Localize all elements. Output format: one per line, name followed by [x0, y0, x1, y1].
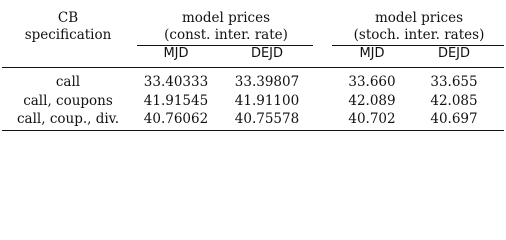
cell-const-mjd: 33.40333 — [143, 74, 209, 90]
subheader-const-mjd: MJD — [163, 46, 189, 61]
cell-stoch-mjd: 33.660 — [348, 74, 396, 90]
cell-const-dejd: 33.39807 — [234, 74, 300, 90]
cell-stoch-dejd: 42.085 — [430, 93, 478, 109]
cell-stoch-dejd: 33.655 — [430, 74, 478, 90]
header-spec-line1: CB — [57, 10, 79, 26]
row-spec: call — [55, 74, 81, 90]
header-stoch-title-line2: (stoch. inter. rates) — [353, 27, 485, 43]
cell-const-mjd: 41.91545 — [143, 93, 209, 109]
subheader-const-dejd: DEJD — [250, 46, 284, 61]
mid-rule — [2, 67, 504, 68]
header-const-title-line1: model prices — [181, 10, 271, 26]
row-spec: call, coupons — [23, 93, 113, 109]
header-stoch-title-line1: model prices — [374, 10, 464, 26]
bottom-rule — [2, 130, 504, 131]
cell-stoch-mjd: 40.702 — [348, 111, 396, 127]
row-spec: call, coup., div. — [16, 111, 120, 127]
group-rule-stoch — [332, 45, 504, 46]
cell-const-dejd: 40.75578 — [234, 111, 300, 127]
subheader-stoch-dejd: DEJD — [437, 46, 471, 61]
header-const-title-line2: (const. inter. rate) — [164, 27, 288, 43]
subheader-stoch-mjd: MJD — [359, 46, 385, 61]
cell-stoch-mjd: 42.089 — [348, 93, 396, 109]
cell-const-dejd: 41.91100 — [234, 93, 300, 109]
header-spec-line2: specification — [24, 27, 112, 43]
cell-stoch-dejd: 40.697 — [430, 111, 478, 127]
cell-const-mjd: 40.76062 — [143, 111, 209, 127]
